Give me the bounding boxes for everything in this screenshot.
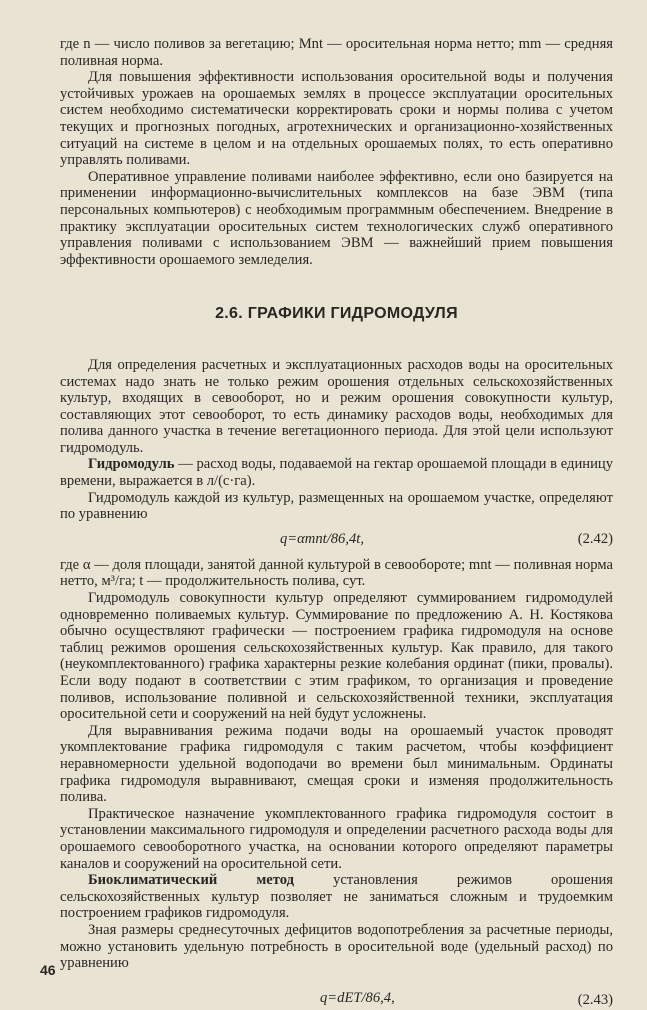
term-bioclimatic-method: Биоклиматический метод [88,872,295,889]
formula-number: (2.43) [577,991,613,1008]
page-number: 46 [40,962,56,978]
paragraph-hydromodule-definition [60,456,613,489]
paragraph-variables: где n — число поливов за вегетацию; Mnt — оросительная норма нетто; mm — средняя поливная норма. [60,36,613,69]
paragraph-determination: Для определения расчетных и эксплуатационных расходов воды на оросительных системах надо знать не только режим орошения отдельных сельскохозяйственных культур, входящих в севооборот, но и режим орошения совокупности культур, составляющих этот севооборот, то есть динамику расходов воды, необходимых для полива данного участка в течение вегетационного периода. Для этой цели используют гидромодуль. [60,356,613,456]
formula-number: (2.42) [577,530,613,547]
paragraph-leveling: Для выравнивания режима подачи воды на орошаемый участок проводят укомплектование графика гидромодуля с таким расчетом, чтобы коэффициент неравномерности удельной водоподачи во времени был минимальным. Ординаты графика гидромодуля выравнивают, смещая сроки и изменяя продолжительность полива. [60,722,613,806]
paragraph-deficits: Зная размеры среднесуточных дефицитов водопотребления за расчетные периоды, можно установить удельную потребность в оросительной воде (удельный расход) по уравнению [60,921,613,972]
section-heading: 2.6. ГРАФИКИ ГИДРОМОДУЛЯ [215,305,458,323]
formula-expression: q=αmnt/86,4t, [280,530,364,547]
paragraph-summation: Гидромодуль совокупности культур определяют суммированием гидромодулей одновременно поливаемых культур. Суммирование по предложению А. Н. Костякова обычно осуществляют графически — построением графика гидромодуля на основе таблиц режимов орошения сельскохозяйственных культур. Как правило, для такого (неукомплектованного) графика характерны резкие колебания ординат (пики, провалы). Если воду подают в соответствии с этим графиком, то организация и проведение поливов, использование поливной и сельскохозяйственной техники, эксплуатация оросительной сети и сооружений на ней будут усложнены. [60,590,613,723]
paragraph-practical-purpose: Практическое назначение укомплектованного графика гидромодуля состоит в установлении максимального гидромодуля и определении расчетного расхода воды для орошаемого севооборотного участка, на основании которого определяют параметры каналов и сооружений на оросительной сети. [60,805,613,872]
formula-expression: q=dET/86,4, [320,989,395,1006]
bioclimatic-text: установления режимов орошения сельскохозяйственных культур позволяет не заниматься сложным и трудоемким построением графиков гидромодуля. [60,872,613,922]
formula-2-42 [60,529,613,549]
paragraph-efficiency: Для повышения эффективности использования оросительной воды и получения устойчивых урожаев на орошаемых землях в процессе эксплуатации оросительных систем необходимо систематически корректировать сроки и нормы полива с учетом текущих и прогнозных погодных, агротехнических и организационно-хозяйственных ситуаций на системе в целом и на отдельных орошаемых полях, то есть оперативно управлять поливами. [60,69,613,169]
definition-text: — расход воды, подаваемой на гектар орошаемой площади в единицу времени, выражается в л/(с·га). [60,456,613,490]
paragraph-bioclimatic-method [60,872,613,922]
paragraph-operational-control: Оперативное управление поливами наиболее эффективно, если оно базируется на применении информационно-вычислительных комплексов на базе ЭВМ (типа персональных компьютеров) с необходимым программным обеспечением. Внедрение в практику эксплуатации оросительных систем технологических служб оперативного управления поливами с использованием ЭВМ — важнейший прием повышения эффективности орошаемого земледелия. [60,168,613,268]
term-hydromodule: Гидромодуль [88,456,175,473]
paragraph-each-crop: Гидромодуль каждой из культур, размещенных на орошаемом участке, определяют по уравнению [60,489,613,523]
paragraph-where-alpha: где α — доля площади, занятой данной культурой в севообороте; mnt — поливная норма нетто, м³/га; t — продолжительность полива, сут. [60,556,613,590]
